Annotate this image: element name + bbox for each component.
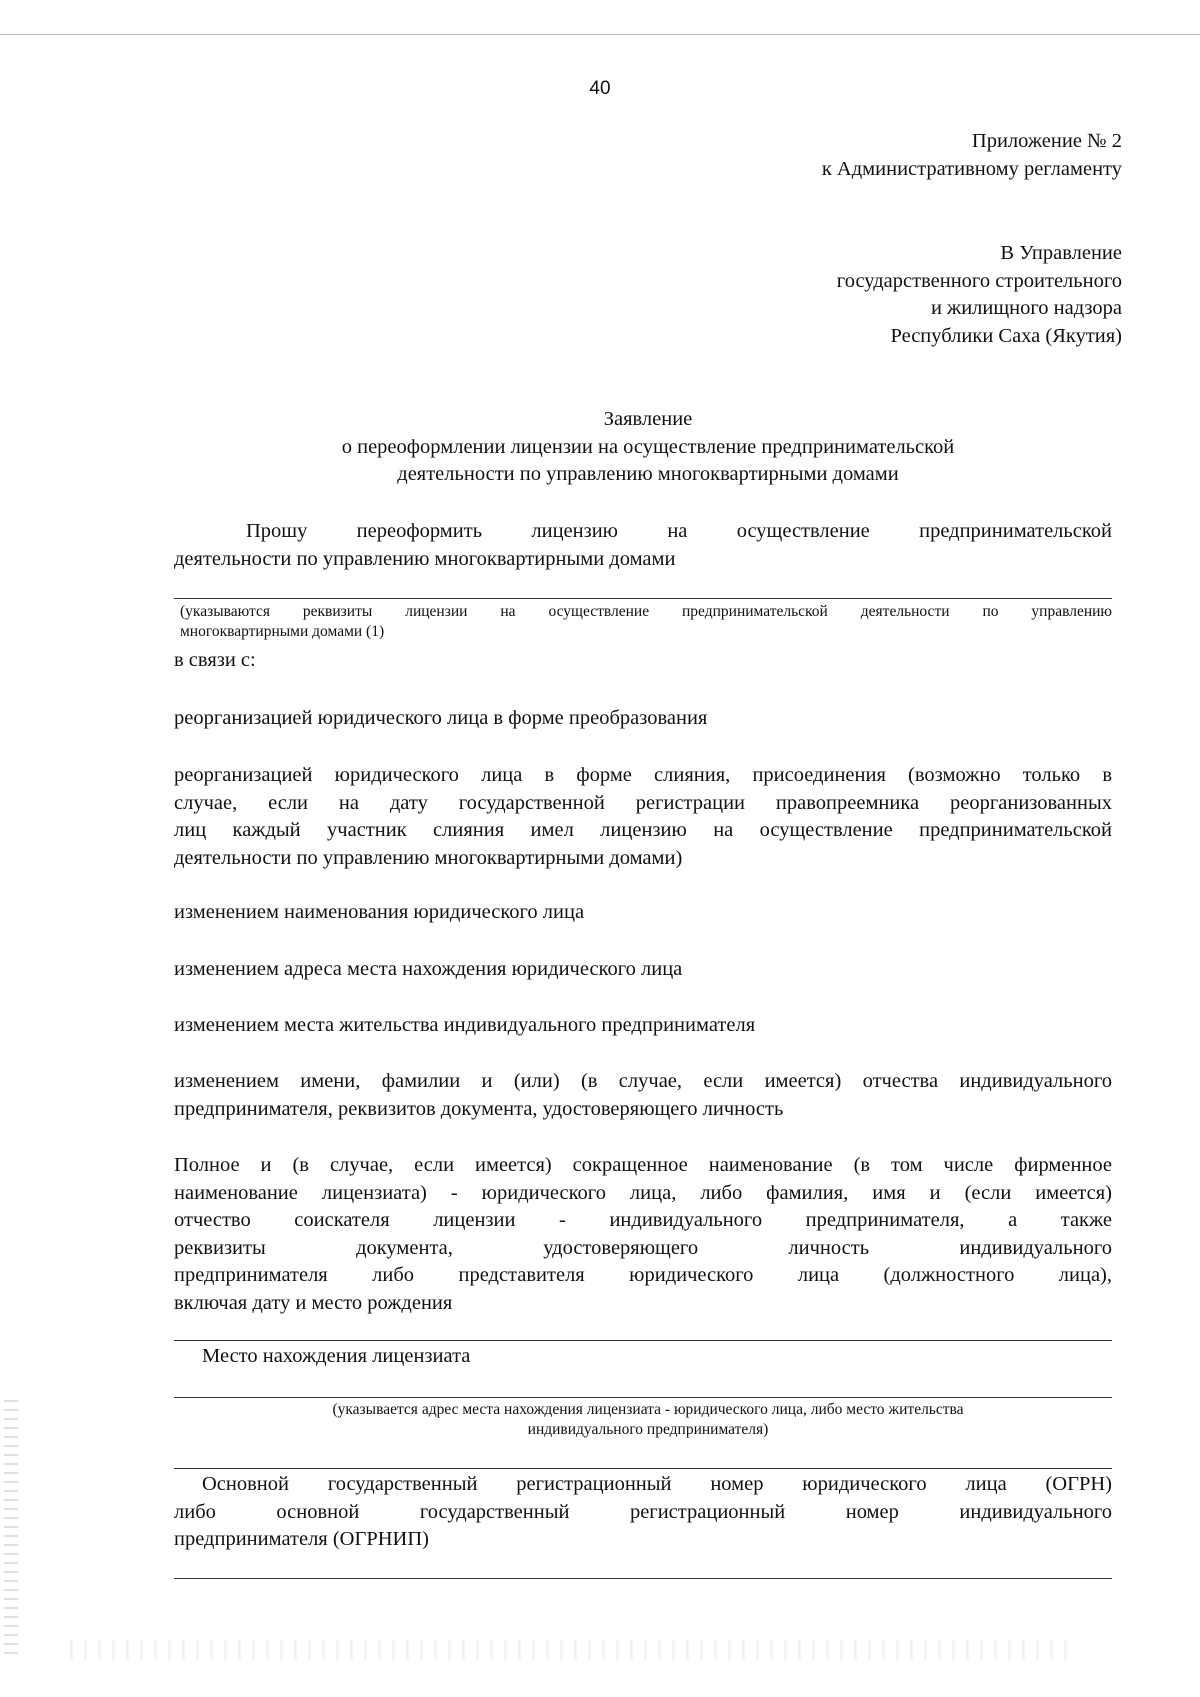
reason-line: реорганизацией юридического лица в форме слияния, присоединения (возможно только в [174,764,1112,786]
reason-address-change: изменением адреса места нахождения юридического лица [174,958,683,980]
reason-line: изменением имени, фамилии и (или) (в случае, если имеется) отчества индивидуального [174,1070,1112,1092]
appendix-header [822,128,1122,183]
reason-name-change: изменением наименования юридического лица [174,901,585,923]
request-line-2: деятельности по управлению многоквартирными домами [174,548,676,570]
reason-line: лиц каждый участник слияния имел лицензию на осуществление предпринимательской [174,819,1112,841]
appendix-number: Приложение № 2 [971,130,1122,152]
reason-personal-data-change [174,1068,1112,1123]
location-label: Место нахождения лицензиата [202,1345,471,1367]
document-title [174,406,1122,489]
addressee-block [837,240,1122,350]
ogrn-paragraph [174,1471,1112,1554]
reason-transformation: реорганизацией юридического лица в форме преобразования [174,707,708,729]
hint-line: индивидуального предпринимателя) [527,1421,769,1438]
page-number: 40 [589,78,611,99]
scan-top-border [0,34,1200,35]
scan-margin-artifacts [4,1400,18,1660]
paragraph-line: наименование лицензиата) - юридического лица, либо фамилия, имя и (если имеется) [174,1181,1112,1204]
reason-merger [174,762,1112,872]
title-line: Заявление [603,408,693,430]
reason-line: случае, если на дату государственной регистрации правопреемника реорганизованных [174,791,1112,814]
reason-line: предпринимателя, реквизитов документа, удостоверяющего личность [174,1097,784,1120]
paragraph-line: реквизиты документа, удостоверяющего личность индивидуального [174,1236,1112,1259]
addressee-line: В Управление [1000,242,1122,264]
fullname-fill-line [174,1340,1112,1341]
hint-line: (указывается адрес места нахождения лицензиата - юридического лица, либо место жительства [332,1401,964,1418]
paragraph-line: Полное и (в случае, если имеется) сокращенное наименование (в том числе фирменное [174,1154,1112,1176]
reasons-intro: в связи с: [174,649,256,671]
paragraph-line: предпринимателя (ОГРНИП) [174,1528,429,1550]
location-hint [174,1400,1122,1440]
license-hint-line-2: многоквартирными домами (1) [180,623,385,640]
appendix-reference: к Административному регламенту [821,157,1122,180]
license-details-line [174,598,1112,599]
paragraph-line: включая дату и место рождения [174,1291,453,1314]
location-extra-line [174,1468,1112,1469]
addressee-line: и жилищного надзора [930,297,1122,319]
paragraph-line: предпринимателя либо представителя юридического лица (должностного лица), [174,1264,1112,1286]
addressee-line: государственного строительного [836,269,1122,292]
reason-residence-change: изменением места жительства индивидуального предпринимателя [174,1014,756,1036]
addressee-line: Республики Саха (Якутия) [890,324,1122,347]
paragraph-line: отчество соискателя лицензии - индивидуального предпринимателя, а также [174,1209,1112,1231]
licensee-fullname-paragraph [174,1152,1112,1317]
paragraph-line: Основной государственный регистрационный номер юридического лица (ОГРН) [202,1473,1112,1495]
title-line: о переоформлении лицензии на осуществление предпринимательской [341,435,955,458]
reason-line: деятельности по управлению многоквартирными домами) [174,846,683,869]
title-line: деятельности по управлению многоквартирными домами [397,463,899,485]
license-hint-line-1: (указываются реквизиты лицензии на осуществление предпринимательской деятельности по управлению [180,603,1112,620]
location-fill-line [174,1397,1112,1398]
request-line-1: Прошу переоформить лицензию на осуществление предпринимательской [246,520,1112,542]
ogrn-fill-line [174,1578,1112,1579]
scan-bottom-artifacts [70,1640,1070,1660]
paragraph-line: либо основной государственный регистрационный номер индивидуального [174,1500,1112,1523]
